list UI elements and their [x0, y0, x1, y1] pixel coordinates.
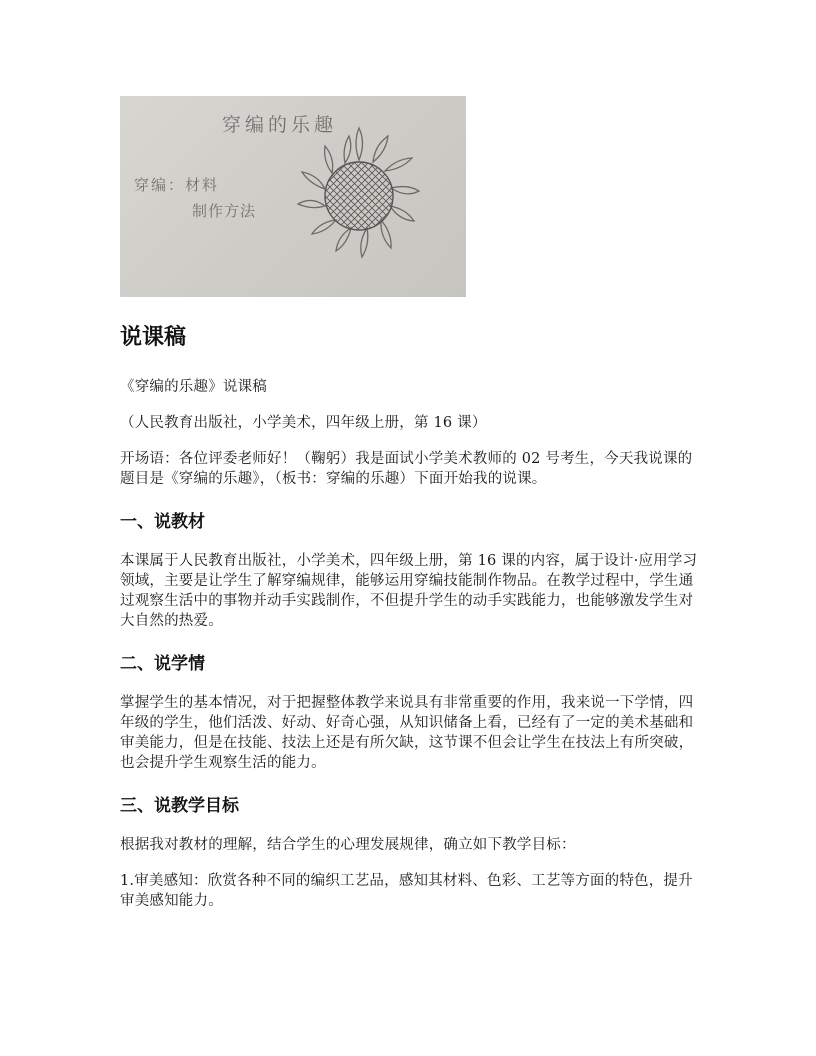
section-heading-objectives: 三、说教学目标 — [120, 796, 239, 816]
opening-paragraph: 开场语：各位评委老师好！（鞠躬）我是面试小学美术教师的 02 号考生，今天我说课的题目是《穿编的乐趣》，（板书：穿编的乐趣）下面开始我的说课。 — [120, 451, 693, 487]
document-page — [120, 96, 702, 911]
subtitle-line: 《穿编的乐趣》说课稿 — [120, 379, 267, 395]
objective-item-1: 1.审美感知：欣赏各种不同的编织工艺品，感知其材料、色彩、工艺等方面的特色，提升审美感知能力。 — [120, 873, 693, 909]
section-heading-students: 二、说学情 — [120, 654, 205, 674]
source-line: （人民教育出版社，小学美术，四年级上册，第 16 课） — [120, 415, 487, 431]
board-title: 穿编的乐趣 — [222, 114, 338, 136]
section-body-textbook: 本课属于人民教育出版社，小学美术，四年级上册，第 16 课的内容，属于设计·应用学习领域，主要是让学生了解穿编规律，能够运用穿编技能制作物品。在教学过程中，学生通过观察生活中的事物并动手实践制作，不但提升学生的动手实践能力，也能够激发学生对大自然的热爱。 — [120, 553, 698, 629]
section-body-objectives: 根据我对教材的理解，结合学生的心理发展规律，确立如下教学目标： — [120, 837, 576, 853]
board-line-2: 制作方法 — [192, 202, 257, 220]
document-title: 说课稿 — [120, 325, 187, 350]
board-line-1: 穿编：材料 — [134, 176, 220, 194]
board-photo — [120, 96, 466, 297]
section-body-students: 掌握学生的基本情况，对于把握整体教学来说具有非常重要的作用，我来说一下学情，四年级的学生，他们活泼、好动、好奇心强，从知识储备上看，已经有了一定的美术基础和审美能力，但是在技能、技法上还是有所欠缺，这节课不但会让学生在技法上有所突破，也会提升学生观察生活的能力。 — [120, 695, 694, 771]
section-heading-textbook: 一、说教材 — [120, 512, 205, 532]
